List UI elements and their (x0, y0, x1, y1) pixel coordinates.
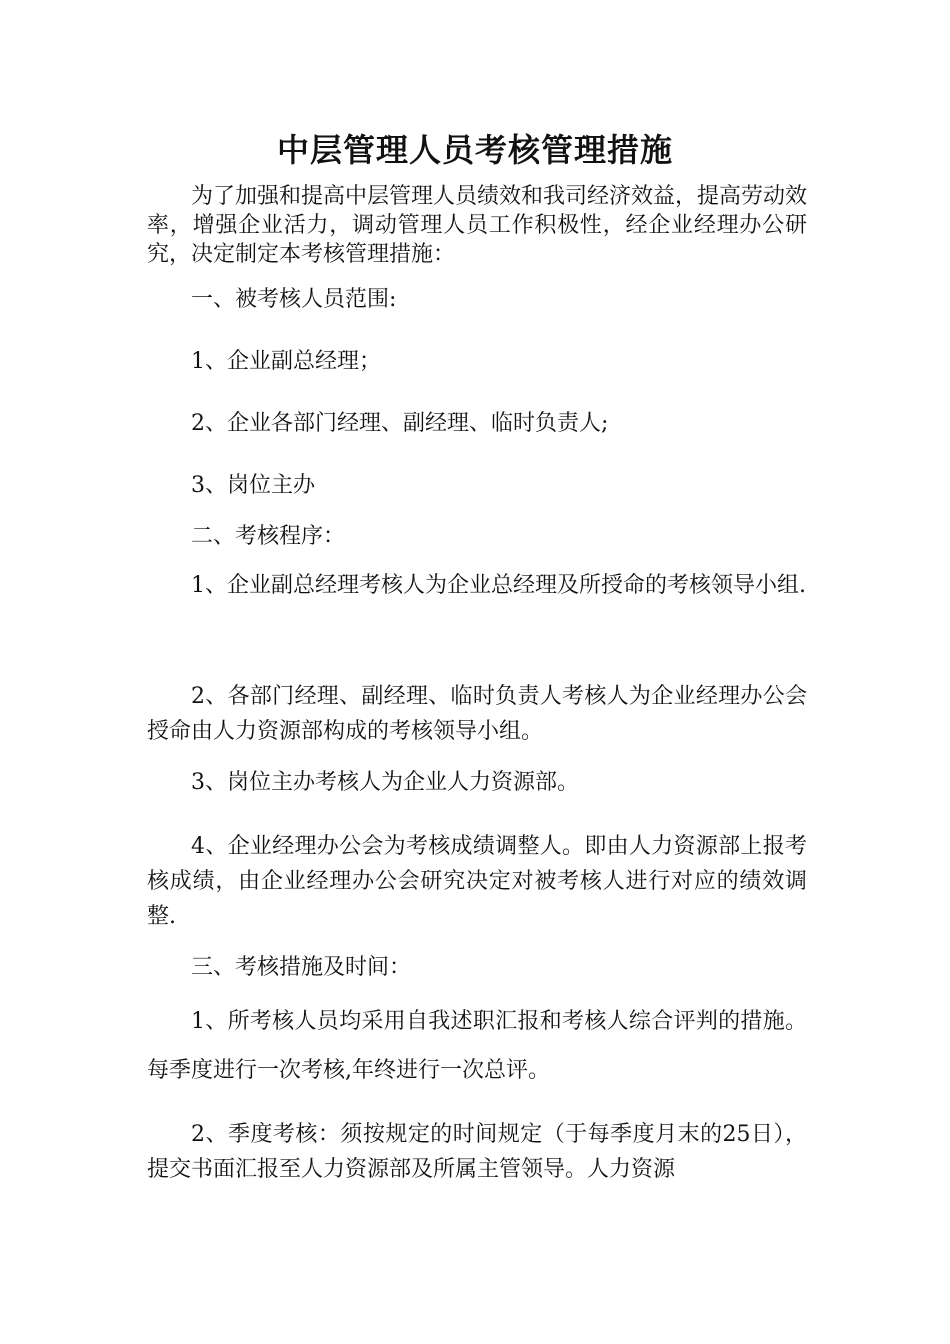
method-item-2: 2、季度考核：须按规定的时间规定（于每季度月末的25日），提交书面汇报至人力资源部及所属主管领导。人力资源 (147, 1122, 807, 1182)
section-heading-procedure: 二、考核程序： (191, 524, 346, 549)
scope-item-2: 2、企业各部门经理、副经理、临时负责人; (191, 411, 609, 436)
scope-item-3: 3、岗位主办 (191, 473, 315, 498)
procedure-item-4: 4、企业经理办公会为考核成绩调整人。即由人力资源部上报考核成绩，由企业经理办公会研究决定对被考核人进行对应的绩效调整. (147, 834, 807, 929)
section-heading-scope: 一、被考核人员范围: (191, 287, 397, 312)
procedure-item-3: 3、岗位主办考核人为企业人力资源部。 (191, 770, 579, 795)
procedure-item-1: 1、企业副总经理考核人为企业总经理及所授命的考核领导小组. (191, 573, 806, 598)
section-heading-method: 三、考核措施及时间： (191, 955, 412, 980)
method-item-1: 1、所考核人员均采用自我述职汇报和考核人综合评判的措施。每季度进行一次考核,年终进行一次总评。 (147, 1009, 807, 1083)
scope-item-1: 1、企业副总经理； (191, 349, 381, 374)
intro-paragraph: 为了加强和提高中层管理人员绩效和我司经济效益，提高劳动效率，增强企业活力，调动管理人员工作积极性，经企业经理办公研究，决定制定本考核管理措施： (147, 184, 808, 267)
procedure-item-2: 2、各部门经理、副经理、临时负责人考核人为企业经理办公会授命由人力资源部构成的考核领导小组。 (147, 684, 807, 744)
document-title: 中层管理人员考核管理措施 (276, 131, 673, 169)
